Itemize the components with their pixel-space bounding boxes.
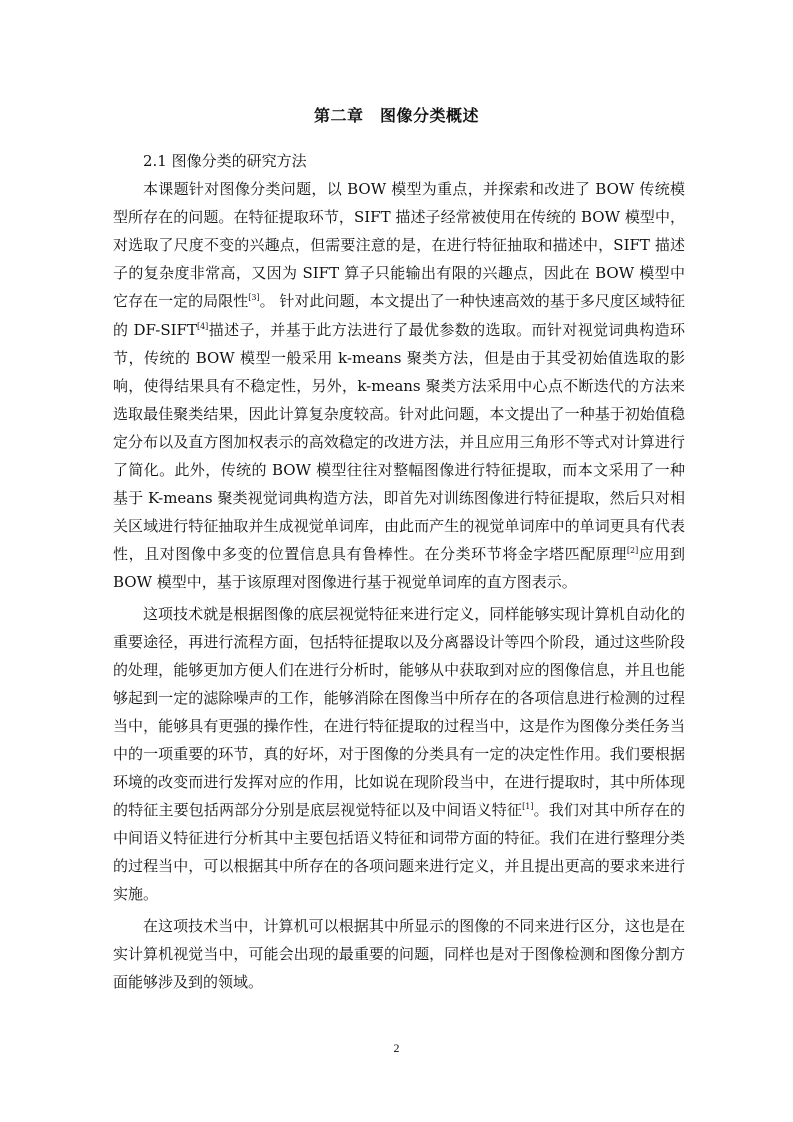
paragraph-text: 。我们对其中所存在的中间语义特征进行分析其中主要包括语义特征和词带方面的特征。我们在进行整理分类的过程当中，可以根据其中所存在的各项问题来进行定义，并且提出更高的要求来进行实施。 bbox=[113, 801, 685, 904]
page-number: 2 bbox=[393, 1041, 400, 1055]
paragraph-text: 。 针对此问题，本文提出了一种快速高效的基于多尺度区域特征的 DF-SIFT bbox=[113, 292, 685, 339]
citation-marker: [3] bbox=[248, 293, 260, 303]
paragraph-text: 描述子，并基于此方法进行了最优参数的选取。而针对视觉词典构造环节，传统的 BOW 模型一般采用 k-means 聚类方法，但是由于其受初始值选取的影响，使得结果具有不稳定性，另外，k-means 聚类方法采用中心点不断迭代的方法来选取最佳聚类结果，因此计算复杂度较高。针对此问题，本文提出了一种基于初始值稳定分布以及直方图加权表示的高效稳定的改进方法，并且应用三角形不等式对计算进行了简化。此外，传统的 BOW 模型往往对整幅图像进行特征提取，而本文采用了一种基于 K-means 聚类视觉词典构造方法，即首先对训练图像进行特征提取，然后只对相关区域进行特征抽取并生成视觉单词库，由此而产生的视觉单词库中的单词更具有代表性，且对图像中多变的位置信息具有鲁棒性。在分类环节将金字塔匹配原理 bbox=[113, 320, 685, 564]
paragraph-text: 应用到 BOW 模型中，基于该原理对图像进行基于视觉单词库的直方图表示。 bbox=[113, 545, 685, 592]
citation-marker: [4] bbox=[196, 321, 209, 331]
paragraph-text: 这项技术就是根据图像的底层视觉特征来进行定义，同样能够实现计算机自动化的重要途径，再进行流程方面，包括特征提取以及分离器设计等四个阶段，通过这些阶段的处理，能够更加方便人们在进行分析时，能够从中获取到对应的图像信息，并且也能够起到一定的滤除噪声的工作，能够消除在图像当中所存在的各项信息进行检测的过程当中，能够具有更强的操作性，在进行特征提取的过程当中，这是作为图像分类任务当中的一项重要的环节，真的好坏，对于图像的分类具有一定的决定性作用。我们要根据环境的改变而进行发挥对应的作用，比如说在现阶段当中，在进行提取时，其中所体现的特征主要包括两部分分别是底层视觉特征以及中间语义特征 bbox=[113, 604, 685, 820]
body-paragraph bbox=[113, 175, 685, 596]
citation-marker: [1] bbox=[522, 802, 534, 812]
chapter-title: 第二章 图像分类概述 bbox=[313, 106, 479, 125]
citation-marker: [2] bbox=[626, 546, 639, 556]
body-paragraph bbox=[113, 912, 685, 996]
body-paragraph bbox=[113, 600, 685, 909]
body-text bbox=[113, 147, 685, 996]
paragraph-text: 本课题针对图像分类问题，以 BOW 模型为重点，并探索和改进了 BOW 传统模型所存在的问题。在特征提取环节，SIFT 描述子经常被使用在传统的 BOW 模型中，对选取了尺度不变的兴趣点，但需要注意的是，在进行特征抽取和描述中，SIFT 描述子的复杂度非常高，又因为 SIFT 算子只能输出有限的兴趣点，因此在 BOW 模型中它存在一定的局限性 bbox=[113, 180, 686, 311]
section-heading: 2.1 图像分类的研究方法 bbox=[143, 152, 307, 170]
paragraph-text: 在这项技术当中，计算机可以根据其中所显示的图像的不同来进行区分，这也是在实计算机视觉当中，可能会出现的最重要的问题，同样也是对于图像检测和图像分割方面能够涉及到的领域。 bbox=[113, 916, 685, 991]
paragraph-list bbox=[113, 175, 685, 996]
